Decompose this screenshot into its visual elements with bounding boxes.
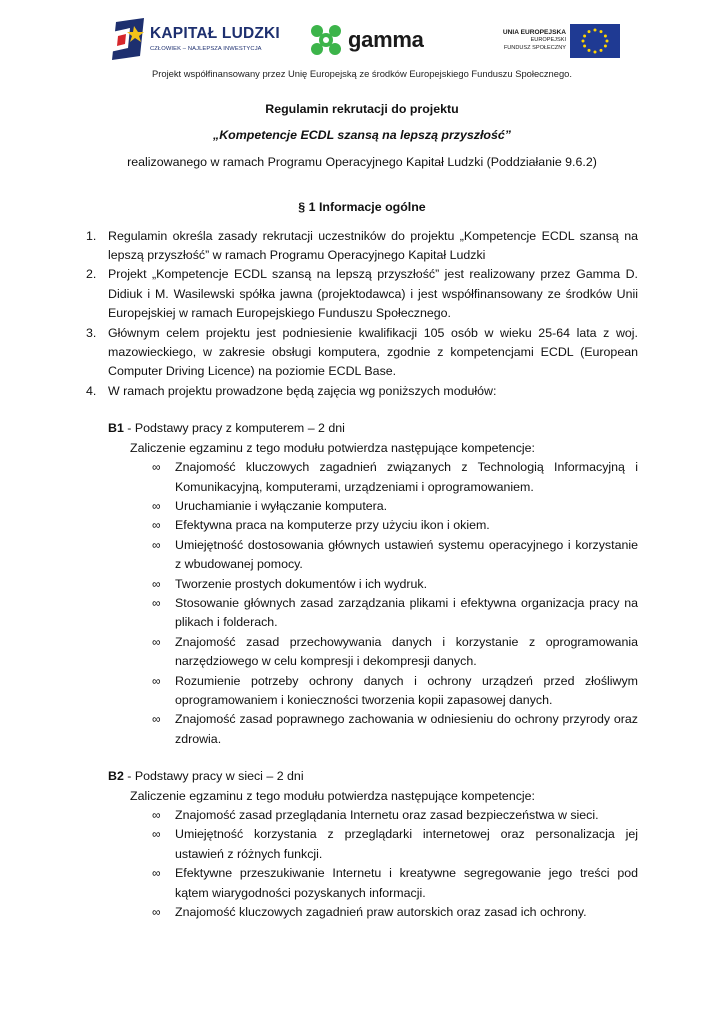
kapital-ludzki-subtitle: CZŁOWIEK – NAJLEPSZA INWESTYCJA	[150, 46, 262, 52]
list-text: Głównym celem projektu jest podniesienie kwalifikacji 105 osób w wieku 25-64 lata z woj. mazowieckiego, w zakresie obsługi komputera, zgodnie z kompetencjami ECDL (European Computer Driving Licence) na poziomie ECDL Base.	[108, 325, 638, 379]
list-item	[0, 324, 724, 382]
competency-item	[108, 497, 638, 516]
competency-item	[108, 575, 638, 594]
document-title: Regulamin rekrutacji do projektu	[265, 102, 459, 116]
gamma-logo	[308, 18, 428, 62]
infinity-bullet-icon: ∞	[152, 808, 161, 822]
competency-list	[108, 458, 638, 749]
section-heading: § 1 Informacje ogólne	[298, 200, 426, 215]
competency-item	[108, 903, 638, 922]
module-code: B1	[108, 421, 124, 436]
page-header	[0, 10, 724, 66]
list-text: W ramach projektu prowadzone będą zajęcia wg poniższych modułów:	[108, 383, 497, 398]
competency-list	[108, 806, 638, 922]
competency-text: Stosowanie głównych zasad zarządzania plikami i efektywna organizacja pracy na plikach i folderach.	[175, 595, 638, 630]
module-intro: Zaliczenie egzaminu z tego modułu potwierdza następujące kompetencje:	[130, 788, 535, 803]
competency-item	[108, 458, 638, 497]
infinity-bullet-icon: ∞	[152, 537, 161, 552]
module-b1	[108, 419, 638, 749]
competency-text: Tworzenie prostych dokumentów i ich wydruk.	[175, 576, 428, 591]
infinity-bullet-icon: ∞	[152, 595, 161, 610]
competency-item	[108, 536, 638, 575]
eu-flag-icon	[570, 24, 620, 58]
eu-logo	[480, 24, 622, 62]
cofinancing-note: Projekt współfinansowany przez Unię Europejską ze środków Europejskiego Funduszu Społecznego.	[151, 68, 573, 79]
gamma-mark-icon	[308, 22, 344, 58]
competency-item	[108, 710, 638, 749]
gamma-name: gamma	[348, 27, 424, 52]
list-item	[0, 382, 724, 401]
competency-item	[108, 672, 638, 711]
document-body	[0, 96, 724, 922]
module-b2	[108, 767, 638, 922]
module-title: - Podstawy pracy z komputerem – 2 dni	[123, 421, 345, 436]
infinity-bullet-icon: ∞	[152, 827, 161, 842]
module-heading	[108, 419, 638, 438]
project-name: „Kompetencje ECDL szansą na lepszą przyszłość”	[213, 128, 511, 143]
infinity-bullet-icon: ∞	[152, 518, 161, 533]
competency-text: Znajomość zasad przechowywania danych i korzystanie z oprogramowania narzędziowego w celu kompresji i dekompresji danych.	[175, 634, 638, 669]
infinity-bullet-icon: ∞	[152, 460, 161, 475]
numbered-list	[0, 227, 724, 402]
competency-text: Efektywna praca na komputerze przy użyciu ikon i okiem.	[175, 518, 490, 533]
list-number: 3.	[86, 325, 97, 340]
infinity-bullet-icon: ∞	[152, 576, 161, 591]
infinity-bullet-icon: ∞	[152, 905, 161, 920]
competency-text: Znajomość kluczowych zagadnień związanych z Technologią Informacyjną i Komunikacyjną, komputerami, urządzeniami i oprogramowaniem.	[175, 460, 638, 494]
module-title: - Podstawy pracy w sieci – 2 dni	[123, 769, 304, 784]
kapital-ludzki-title: KAPITAŁ LUDZKI	[150, 25, 280, 42]
infinity-bullet-icon: ∞	[152, 634, 161, 649]
list-text: Regulamin określa zasady rekrutacji uczestników do projektu „Kompetencje ECDL szansą na lepszą przyszłość” w ramach Programu Operacyjnego Kapitał Ludzki	[108, 228, 638, 263]
competency-text: Znajomość kluczowych zagadnień praw autorskich oraz zasad ich ochrony.	[175, 905, 587, 920]
list-number: 1.	[86, 228, 97, 243]
competency-text: Znajomość zasad poprawnego zachowania w odniesieniu do ochrony przyrody oraz zdrowia.	[175, 712, 638, 746]
competency-item	[108, 594, 638, 633]
competency-text: Umiejętność korzystania z przeglądarki internetowej oraz personalizacja jej ustawień z różnych funkcji.	[175, 827, 638, 861]
eu-text	[503, 28, 566, 52]
module-code: B2	[108, 769, 124, 784]
eu-line-1: UNIA EUROPEJSKA	[502, 29, 566, 36]
competency-item	[108, 516, 638, 535]
competency-item	[108, 633, 638, 672]
eu-line-3: FUNDUSZ SPOŁECZNY	[503, 44, 566, 51]
infinity-bullet-icon: ∞	[152, 712, 161, 727]
list-item	[0, 227, 724, 266]
program-line: realizowanego w ramach Programu Operacyjnego Kapitał Ludzki (Poddziałanie 9.6.2)	[127, 154, 597, 169]
list-number: 4.	[86, 383, 97, 398]
eu-line-2: EUROPEJSKI	[530, 37, 566, 43]
competency-item	[108, 806, 638, 825]
competency-text: Uruchamianie i wyłączanie komputera.	[175, 498, 388, 513]
infinity-bullet-icon: ∞	[152, 866, 161, 881]
module-heading	[108, 767, 638, 786]
competency-text: Umiejętność dostosowania głównych ustawień systemu operacyjnego i korzystanie z wbudowanej pomocy.	[175, 537, 638, 572]
competency-text: Efektywne przeszukiwanie Internetu i kreatywne segregowanie jego treści pod kątem wiarygodności pozyskanych informacji.	[175, 866, 638, 900]
kapital-ludzki-logo	[108, 16, 280, 64]
infinity-bullet-icon: ∞	[152, 498, 161, 513]
competency-text: Rozumienie potrzeby ochrony danych i ochrony urządzeń przed złośliwym oprogramowaniem i konieczności tworzenia kopii zapasowej danych.	[175, 673, 638, 707]
list-number: 2.	[86, 267, 97, 282]
module-intro: Zaliczenie egzaminu z tego modułu potwierdza następujące kompetencje:	[130, 440, 535, 455]
list-text: Projekt „Kompetencje ECDL szansą na lepszą przyszłość” jest realizowany przez Gamma D. Didiuk i M. Wasilewski spółka jawna (projektodawca) i jest współfinansowany ze środków Unii Europejskiej w ramach Europejskiego Funduszu Społecznego.	[108, 267, 638, 321]
competency-item	[108, 825, 638, 864]
list-item	[0, 265, 724, 323]
kapital-ludzki-emblem-icon	[108, 18, 148, 60]
infinity-bullet-icon: ∞	[152, 673, 161, 688]
competency-item	[108, 864, 638, 903]
competency-text: Znajomość zasad przeglądania Internetu oraz zasad bezpieczeństwa w sieci.	[175, 808, 599, 822]
